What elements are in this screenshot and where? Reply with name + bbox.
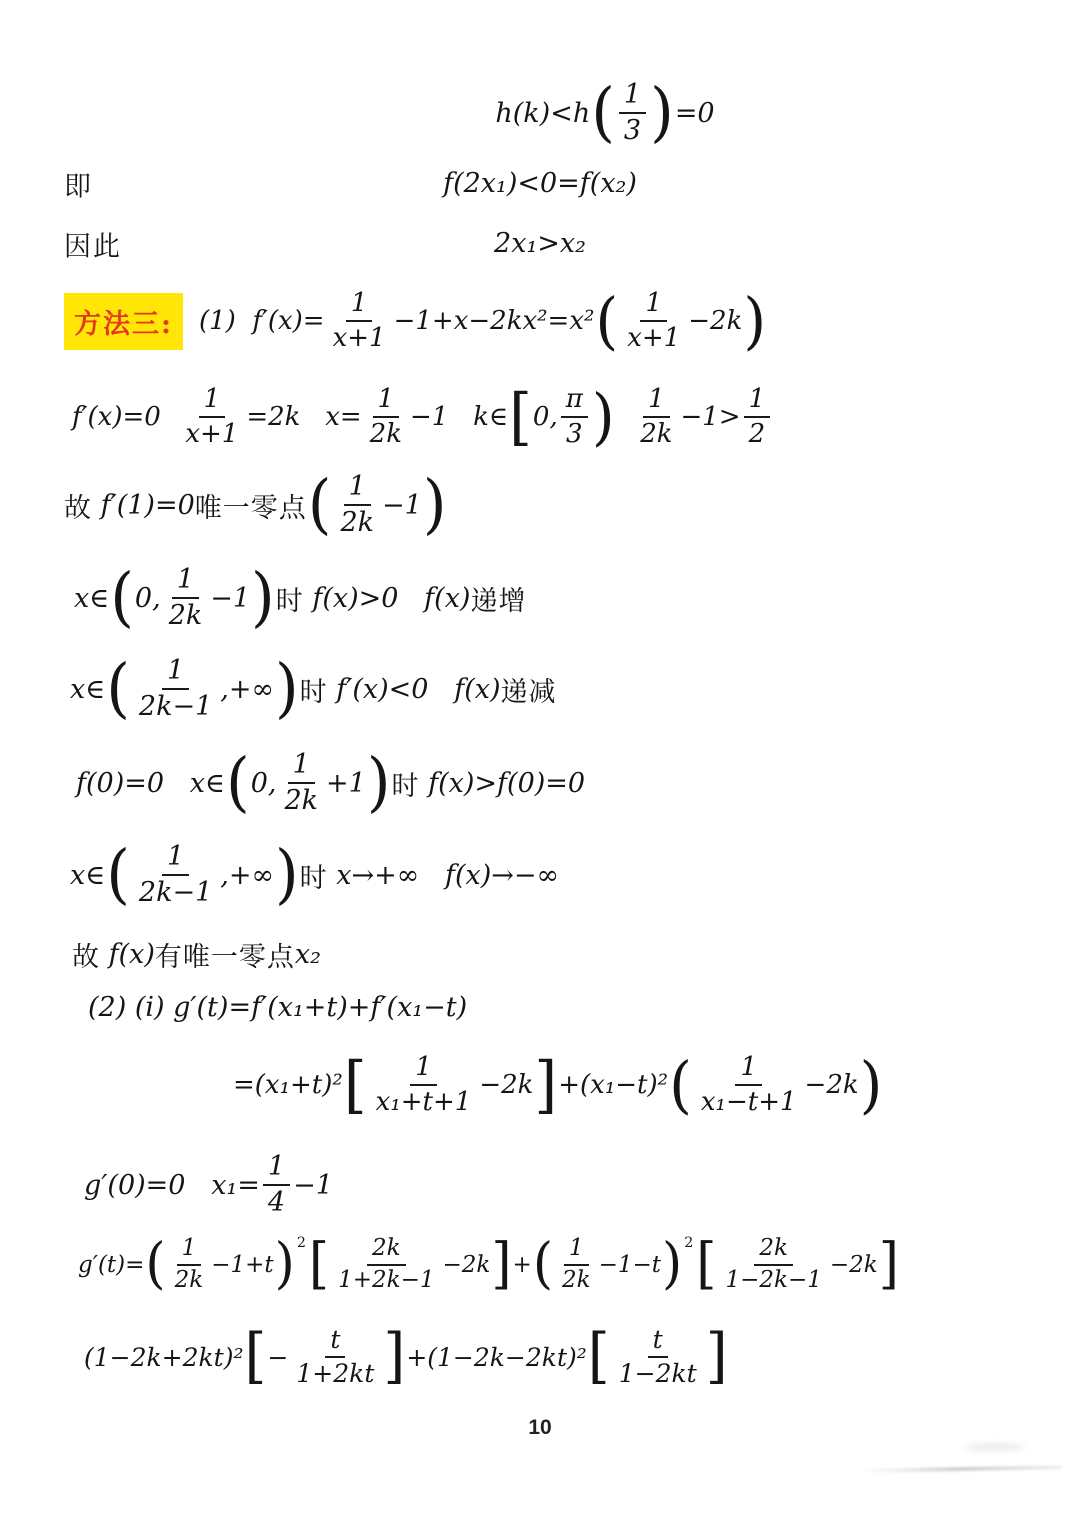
formula-line-hk-inequality [0, 75, 1080, 150]
line-label: 因此 [64, 231, 122, 262]
formula-line-gprime-t-long [78, 1232, 900, 1296]
formula: x∈ ( $\frac{1}{2k-1}$ ,+∞ ) 时 f′(x)<0 f(x) 递减 [70, 651, 557, 726]
formula-line-method3-part1 [64, 284, 767, 357]
formula-line-gprime-expanded [233, 1048, 883, 1121]
scan-artifact-smudge [965, 1443, 1025, 1451]
formula: =(x₁+t)² [ $\frac{1}{\text{x₁+t+1}}$ −2k ] +(x₁−t)² ( $\frac{1}{\text{x₁−t+1}}$ −2k ) [233, 1048, 883, 1121]
formula-line-increasing-interval [74, 560, 527, 635]
formula-line-decreasing-interval [70, 651, 557, 726]
page-curl-shadow [862, 1465, 1062, 1472]
formula: g′(t)= ( $\frac{1}{2k}$ −1+t ) 2 [ $\frac{2k}{1+2k-1}$ −2k ] + ( $\frac{1}{2k}$ −1−t ) 2 [ $\frac{2k}{1-2k-1}$ −2k ] [78, 1232, 899, 1296]
formula: 2x₁>x₂ [494, 228, 586, 259]
formula-line-final-expression [84, 1321, 729, 1391]
formula: f(2x₁)<0=f(x₂) [443, 168, 637, 199]
formula: (1) f′(x)= $\frac{1}{x+1}$ −1+x−2kx²=x² ( $\frac{1}{x+1}$ −2k ) [198, 284, 767, 357]
page-number: 10 [528, 1416, 552, 1439]
formula: f′(x)=0 $\frac{1}{x+1}$ =2k x= $\frac{1}{2k}$ −1 k∈ [ 0, $\frac{\pi}{3}$ ) $\frac{1}{2k}$ −1> $\frac{1}{2}$ [72, 385, 773, 449]
formula-line-limit-negative-infinity [70, 837, 559, 912]
formula: 故 f(x) 有唯一零点 x₂ [72, 939, 321, 973]
formula: (2) (i) g′(t)=f′(x₁+t)+f′(x₁−t) [88, 992, 468, 1023]
method-three-highlight: 方法三: [64, 293, 183, 350]
formula: x∈ ( 0, $\frac{1}{2k}$ −1 ) 时 f(x)>0 f(x) 递增 [74, 560, 527, 635]
line-label: 即 [64, 171, 93, 202]
formula: f(0)=0 x∈ ( 0, $\frac{1}{2k}$ +1 ) 时 f(x)>f(0)=0 [76, 745, 586, 820]
formula-line-f0-positive [76, 745, 586, 820]
formula: 故 f′(1)=0 唯一零点 ( $\frac{1}{2k}$ −1 ) [64, 467, 447, 542]
formula-line-unique-zero-x2 [72, 935, 321, 974]
formula-line-fprime-zero [72, 380, 773, 453]
formula: h(k)<h ( $\frac{1}{3}$ ) =0 [495, 75, 715, 150]
formula-line-ji [0, 168, 1080, 202]
formula: x∈ ( $\frac{1}{2k-1}$ ,+∞ ) 时 x→+∞ f(x)→−∞ [70, 837, 559, 912]
formula-line-gprime0 [84, 1152, 333, 1218]
formula-line-gprime-definition [88, 992, 467, 1023]
formula: (1−2k+2kt)² [ − $\frac{t}{1+2kt}$ ] +(1−2k−2kt)² [ $\frac{t}{1-2kt}$ ] [84, 1321, 728, 1391]
formula-line-yinci [0, 228, 1080, 262]
formula-line-unique-zero-of-fprime [64, 467, 448, 542]
formula: g′(0)=0 x₁= $\frac{1}{4}$ −1 [84, 1151, 333, 1219]
